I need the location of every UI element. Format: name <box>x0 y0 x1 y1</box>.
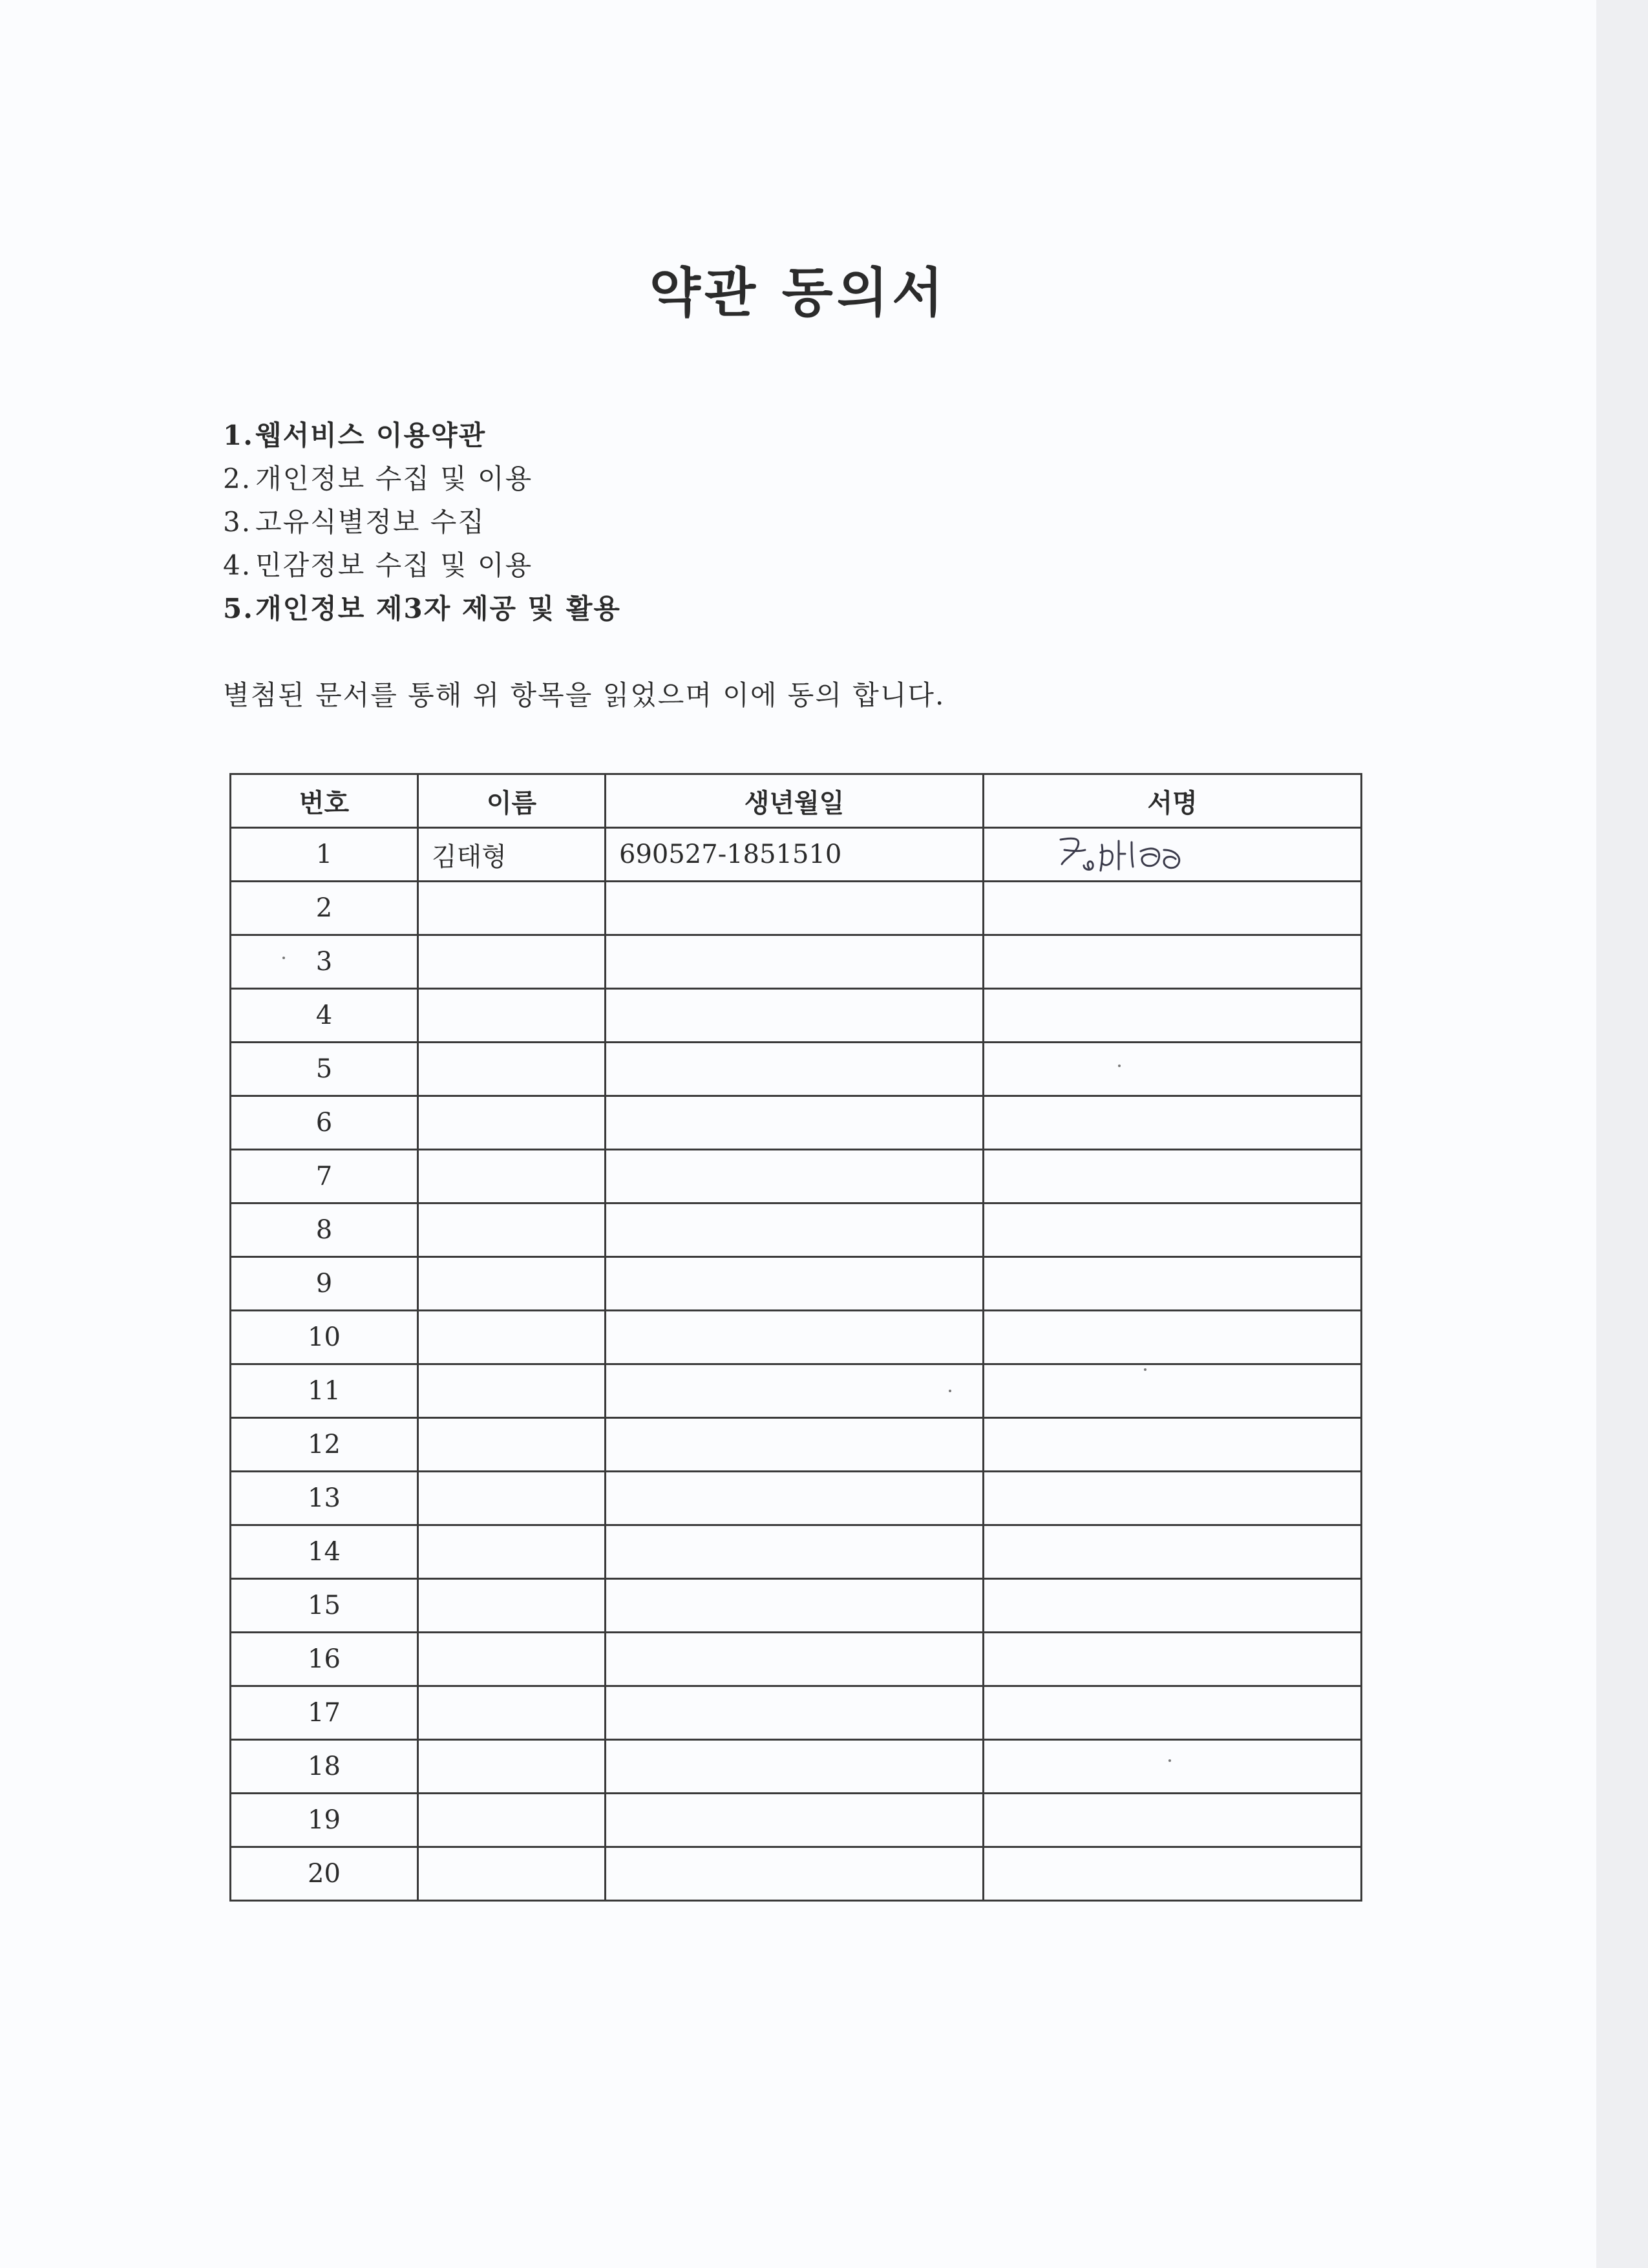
birthdate-cell <box>606 1472 984 1525</box>
term-item <box>223 457 621 500</box>
signature-cell <box>984 1633 1362 1686</box>
birthdate-cell <box>606 1847 984 1901</box>
term-text: 민감정보 수집 및 이용 <box>255 549 533 581</box>
signature-cell <box>984 935 1362 989</box>
table-row <box>231 989 1362 1043</box>
term-number: 2. <box>223 463 252 494</box>
birthdate-cell <box>606 1203 984 1257</box>
scan-speck <box>949 1390 951 1392</box>
table-row <box>231 1472 1362 1525</box>
signature-stroke <box>1084 862 1093 870</box>
row-number: 16 <box>231 1633 418 1686</box>
table-row <box>231 1686 1362 1740</box>
scan-margin <box>1596 0 1648 2268</box>
birthdate-cell <box>606 1257 984 1311</box>
row-number: 18 <box>231 1740 418 1794</box>
signature-cell <box>984 1311 1362 1364</box>
birthdate-cell <box>606 1150 984 1203</box>
signature-stroke <box>1119 841 1125 869</box>
name-cell <box>418 1579 606 1633</box>
row-number: 5 <box>231 1043 418 1096</box>
table-row <box>231 935 1362 989</box>
birthdate-cell <box>606 935 984 989</box>
row-number: 15 <box>231 1579 418 1633</box>
row-number: 17 <box>231 1686 418 1740</box>
table-row <box>231 1633 1362 1686</box>
table-row <box>231 1311 1362 1364</box>
birthdate-cell <box>606 1686 984 1740</box>
signature-stroke <box>1164 850 1179 868</box>
table-row <box>231 1740 1362 1794</box>
signature-stroke <box>1101 845 1112 871</box>
signature-cell <box>984 1203 1362 1257</box>
signature-cell <box>984 1686 1362 1740</box>
header-number: 번호 <box>231 774 418 828</box>
term-text: 웹서비스 이용약관 <box>255 419 487 451</box>
name-cell <box>418 989 606 1043</box>
handwritten-signature <box>1055 832 1185 877</box>
scan-speck <box>1144 1368 1146 1371</box>
signature-cell <box>984 1740 1362 1794</box>
table-row <box>231 1525 1362 1579</box>
name-cell <box>418 1043 606 1096</box>
name-cell <box>418 1740 606 1794</box>
table-row <box>231 1364 1362 1418</box>
table-row <box>231 1847 1362 1901</box>
signature-cell <box>984 1579 1362 1633</box>
signature-stroke <box>1132 842 1133 867</box>
term-item <box>223 587 621 630</box>
row-number: 12 <box>231 1418 418 1472</box>
scan-speck <box>282 957 285 959</box>
row-number: 13 <box>231 1472 418 1525</box>
birthdate-cell <box>606 882 984 935</box>
table-row <box>231 1203 1362 1257</box>
birthdate-cell <box>606 1364 984 1418</box>
name-cell: 김태형 <box>418 828 606 882</box>
header-name: 이름 <box>418 774 606 828</box>
term-item <box>223 544 621 587</box>
name-cell <box>418 1311 606 1364</box>
name-cell <box>418 1633 606 1686</box>
header-birthdate: 생년월일 <box>606 774 984 828</box>
name-cell <box>418 1525 606 1579</box>
name-cell <box>418 1847 606 1901</box>
birthdate-cell <box>606 1311 984 1364</box>
term-item <box>223 500 621 544</box>
name-cell <box>418 1686 606 1740</box>
birthdate-cell <box>606 1633 984 1686</box>
signature-stroke <box>1064 850 1085 851</box>
birthdate-cell <box>606 989 984 1043</box>
row-number: 11 <box>231 1364 418 1418</box>
signature-cell <box>984 1847 1362 1901</box>
name-cell <box>418 1418 606 1472</box>
term-item <box>223 414 621 457</box>
birthdate-cell <box>606 1525 984 1579</box>
signature-cell <box>984 1364 1362 1418</box>
row-number: 3 <box>231 935 418 989</box>
table-row <box>231 828 1362 882</box>
signature-cell <box>984 1150 1362 1203</box>
signature-cell <box>984 828 1362 882</box>
signature-cell <box>984 1257 1362 1311</box>
name-cell <box>418 1203 606 1257</box>
row-number: 2 <box>231 882 418 935</box>
term-number: 4. <box>223 549 252 581</box>
signature-cell <box>984 882 1362 935</box>
row-number: 7 <box>231 1150 418 1203</box>
birthdate-cell <box>606 1579 984 1633</box>
row-number: 8 <box>231 1203 418 1257</box>
birthdate-cell <box>606 1794 984 1847</box>
name-cell <box>418 1257 606 1311</box>
row-number: 4 <box>231 989 418 1043</box>
term-text: 개인정보 수집 및 이용 <box>255 463 533 494</box>
signature-cell <box>984 989 1362 1043</box>
birthdate-cell <box>606 1043 984 1096</box>
table-row <box>231 1794 1362 1847</box>
term-number: 3. <box>223 506 252 538</box>
signature-cell <box>984 1043 1362 1096</box>
birthdate-cell <box>606 1096 984 1150</box>
term-text: 고유식별정보 수집 <box>255 506 485 538</box>
signature-cell <box>984 1096 1362 1150</box>
row-number: 1 <box>231 828 418 882</box>
name-cell <box>418 935 606 989</box>
name-cell <box>418 1364 606 1418</box>
birthdate-cell <box>606 1740 984 1794</box>
row-number: 6 <box>231 1096 418 1150</box>
term-number: 1. <box>223 419 254 451</box>
table-body <box>231 828 1362 1901</box>
header-signature: 서명 <box>984 774 1362 828</box>
row-number: 19 <box>231 1794 418 1847</box>
document-title: 약관 동의서 <box>649 262 947 324</box>
row-number: 10 <box>231 1311 418 1364</box>
table-row <box>231 1418 1362 1472</box>
term-number: 5. <box>223 593 254 624</box>
name-cell <box>418 1096 606 1150</box>
terms-list <box>223 414 621 630</box>
row-number: 20 <box>231 1847 418 1901</box>
table-row <box>231 1043 1362 1096</box>
scan-speck <box>1118 1065 1121 1067</box>
birthdate-cell <box>606 1418 984 1472</box>
table-row <box>231 1096 1362 1150</box>
birthdate-cell: 690527-1851510 <box>606 828 984 882</box>
name-cell <box>418 1794 606 1847</box>
table-row <box>231 1257 1362 1311</box>
signature-cell <box>984 1794 1362 1847</box>
table-row <box>231 1150 1362 1203</box>
term-text: 개인정보 제3자 제공 및 활용 <box>255 593 622 624</box>
name-cell <box>418 882 606 935</box>
name-cell <box>418 1150 606 1203</box>
signature-cell <box>984 1525 1362 1579</box>
table-row <box>231 1579 1362 1633</box>
table-header-row <box>231 774 1362 828</box>
table-row <box>231 882 1362 935</box>
name-cell <box>418 1472 606 1525</box>
row-number: 9 <box>231 1257 418 1311</box>
row-number: 14 <box>231 1525 418 1579</box>
signature-stroke <box>1141 849 1159 866</box>
scan-speck <box>1168 1759 1171 1762</box>
signature-cell <box>984 1418 1362 1472</box>
signature-table <box>229 773 1362 1902</box>
signature-cell <box>984 1472 1362 1525</box>
consent-statement: 별첨된 문서를 통해 위 항목을 읽었으며 이에 동의 합니다. <box>223 679 945 711</box>
